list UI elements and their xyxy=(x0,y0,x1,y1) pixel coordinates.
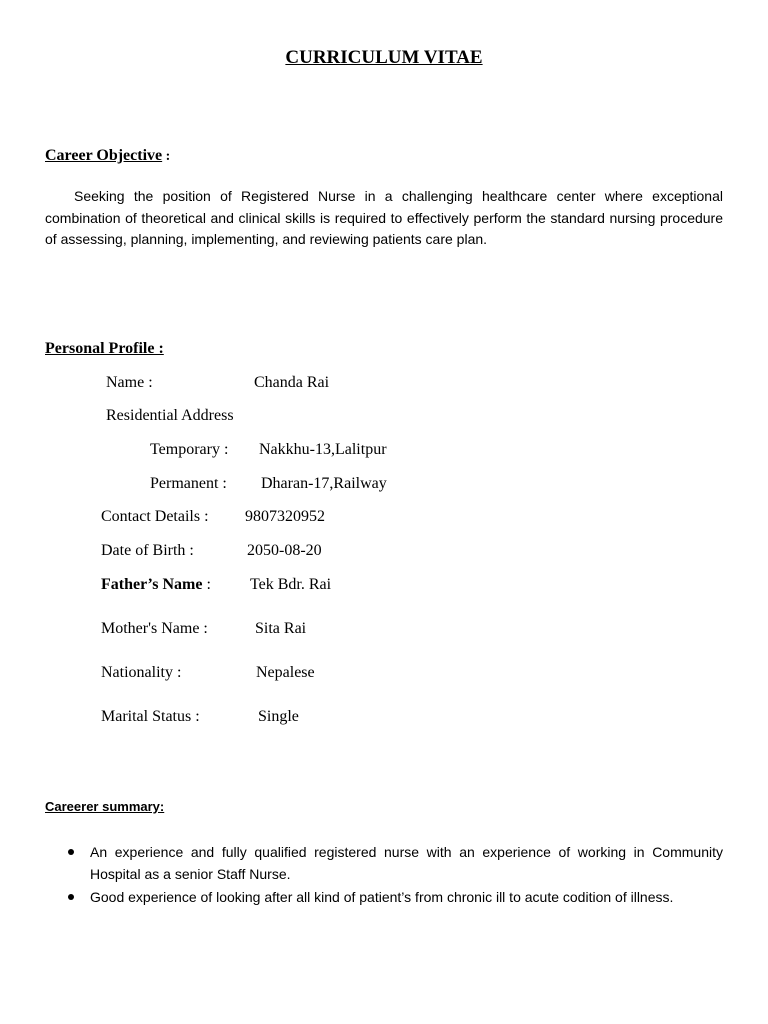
permanent-address-value: Dharan-17,Railway xyxy=(261,475,387,492)
career-objective-heading-colon: : xyxy=(162,149,171,164)
bullet-icon xyxy=(68,849,74,855)
nationality-label: Nationality : xyxy=(101,664,182,681)
career-objective-heading-text: Career Objective xyxy=(45,147,163,164)
date-of-birth-label: Date of Birth : xyxy=(101,542,194,559)
career-summary-item xyxy=(45,886,723,908)
fathers-name-label xyxy=(101,576,211,594)
marital-status-label: Marital Status : xyxy=(101,708,200,725)
personal-profile-heading-text: Personal Profile : xyxy=(45,340,164,357)
contact-details-value: 9807320952 xyxy=(245,508,325,525)
name-label: Name : xyxy=(106,374,153,391)
marital-status-value: Single xyxy=(258,708,299,725)
career-objective-heading xyxy=(45,147,170,165)
mothers-name-label: Mother's Name : xyxy=(101,620,208,637)
career-summary-heading: Careerer summary: xyxy=(45,799,165,814)
fathers-name-value: Tek Bdr. Rai xyxy=(250,576,332,593)
bullet-icon xyxy=(68,894,74,900)
fathers-name-label-text: Father’s Name xyxy=(101,576,203,593)
nationality-value: Nepalese xyxy=(256,664,315,681)
name-value: Chanda Rai xyxy=(254,374,330,391)
date-of-birth-value: 2050-08-20 xyxy=(247,542,322,559)
career-summary-item-text: An experience and fully qualified registered nurse with an experience of working in Community Hospital as a senior Staff Nurse. xyxy=(90,844,723,882)
career-objective-text: Seeking the position of Registered Nurse in a challenging healthcare center where exceptional combination of theoretical and clinical skills is required to effectively perform the standard nursing procedure of assessing, planning, implementing, and reviewing patients care plan. xyxy=(45,188,723,247)
personal-profile-heading xyxy=(45,340,164,358)
career-summary-item-text: Good experience of looking after all kind of patient’s from chronic ill to acute codition of illness. xyxy=(90,889,674,905)
career-summary-item xyxy=(45,841,723,885)
temporary-address-value: Nakkhu-13,Lalitpur xyxy=(259,441,387,458)
fathers-name-label-colon: : xyxy=(202,576,211,593)
page-title: CURRICULUM VITAE xyxy=(285,47,483,68)
permanent-address-label: Permanent : xyxy=(150,475,227,492)
career-summary-list xyxy=(45,841,723,909)
temporary-address-label: Temporary : xyxy=(150,441,229,458)
mothers-name-value: Sita Rai xyxy=(255,620,307,637)
contact-details-label: Contact Details : xyxy=(101,508,209,525)
residential-address-label: Residential Address xyxy=(106,407,234,424)
